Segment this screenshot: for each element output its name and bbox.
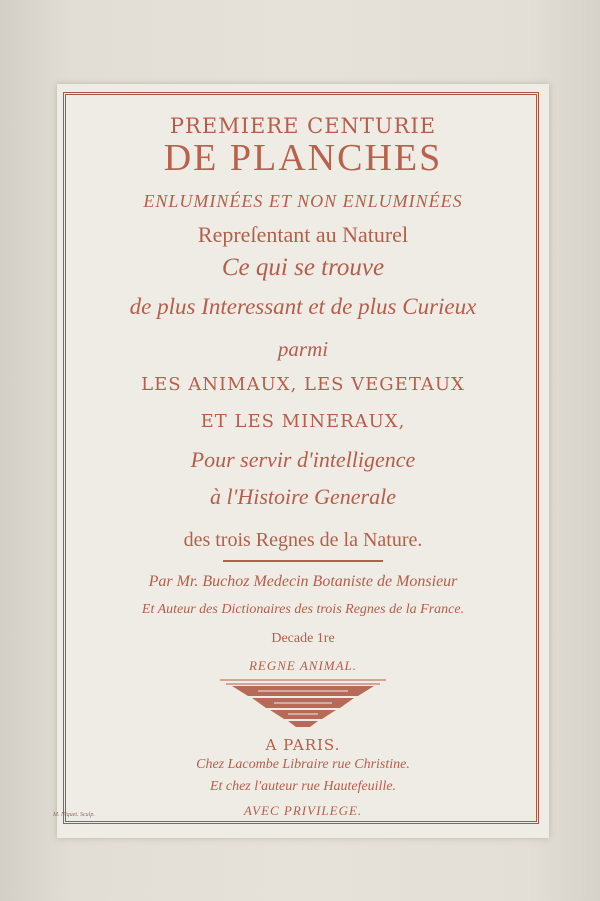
author-line: Par Mr. Buchoz Medecin Botaniste de Monsieur bbox=[148, 573, 458, 590]
line-histoire-generale: à l'Histoire Generale bbox=[210, 484, 396, 509]
line-animaux-vegetaux: LES ANIMAUX, LES VEGETAUX bbox=[141, 374, 465, 395]
author-line-2: Et Auteur des Dictionaires des trois Regnes de la France. bbox=[141, 602, 465, 617]
regne-label: REGNE ANIMAL. bbox=[248, 658, 358, 673]
line-ce-qui-se-trouve: Ce qui se trouve bbox=[221, 254, 385, 281]
publisher-auteur: Et chez l'auteur rue Hautefeuille. bbox=[209, 779, 397, 794]
subheading-enluminees: ENLUMINÉES ET NON ENLUMINÉES bbox=[143, 191, 463, 211]
line-pour-servir: Pour servir d'intelligence bbox=[190, 447, 416, 472]
line-mineraux: ET LES MINERAUX, bbox=[200, 411, 406, 432]
privilege-line: AVEC PRIVILEGE. bbox=[243, 803, 363, 818]
line-parmi: parmi bbox=[277, 337, 329, 361]
line-representant: Repreſentant au Naturel bbox=[197, 222, 409, 247]
decade-label: Decade 1re bbox=[271, 631, 335, 646]
engraver-signature: M. Niquet. Sculp. bbox=[53, 812, 95, 818]
publisher-lacombe: Chez Lacombe Libraire rue Christine. bbox=[196, 757, 410, 772]
line-plus-interessant: de plus Interessant et de plus Curieux bbox=[129, 294, 477, 319]
line-trois-regnes: des trois Regnes de la Nature. bbox=[183, 529, 423, 551]
divider-rule bbox=[223, 560, 383, 562]
city-paris: A PARIS. bbox=[265, 736, 341, 754]
heading-de-planches: DE PLANCHES bbox=[163, 137, 443, 179]
heading-premiere-centurie: PREMIERE CENTURIE bbox=[169, 114, 437, 138]
pyramid-ornament-icon bbox=[218, 678, 388, 728]
title-page-sheet bbox=[53, 84, 549, 838]
